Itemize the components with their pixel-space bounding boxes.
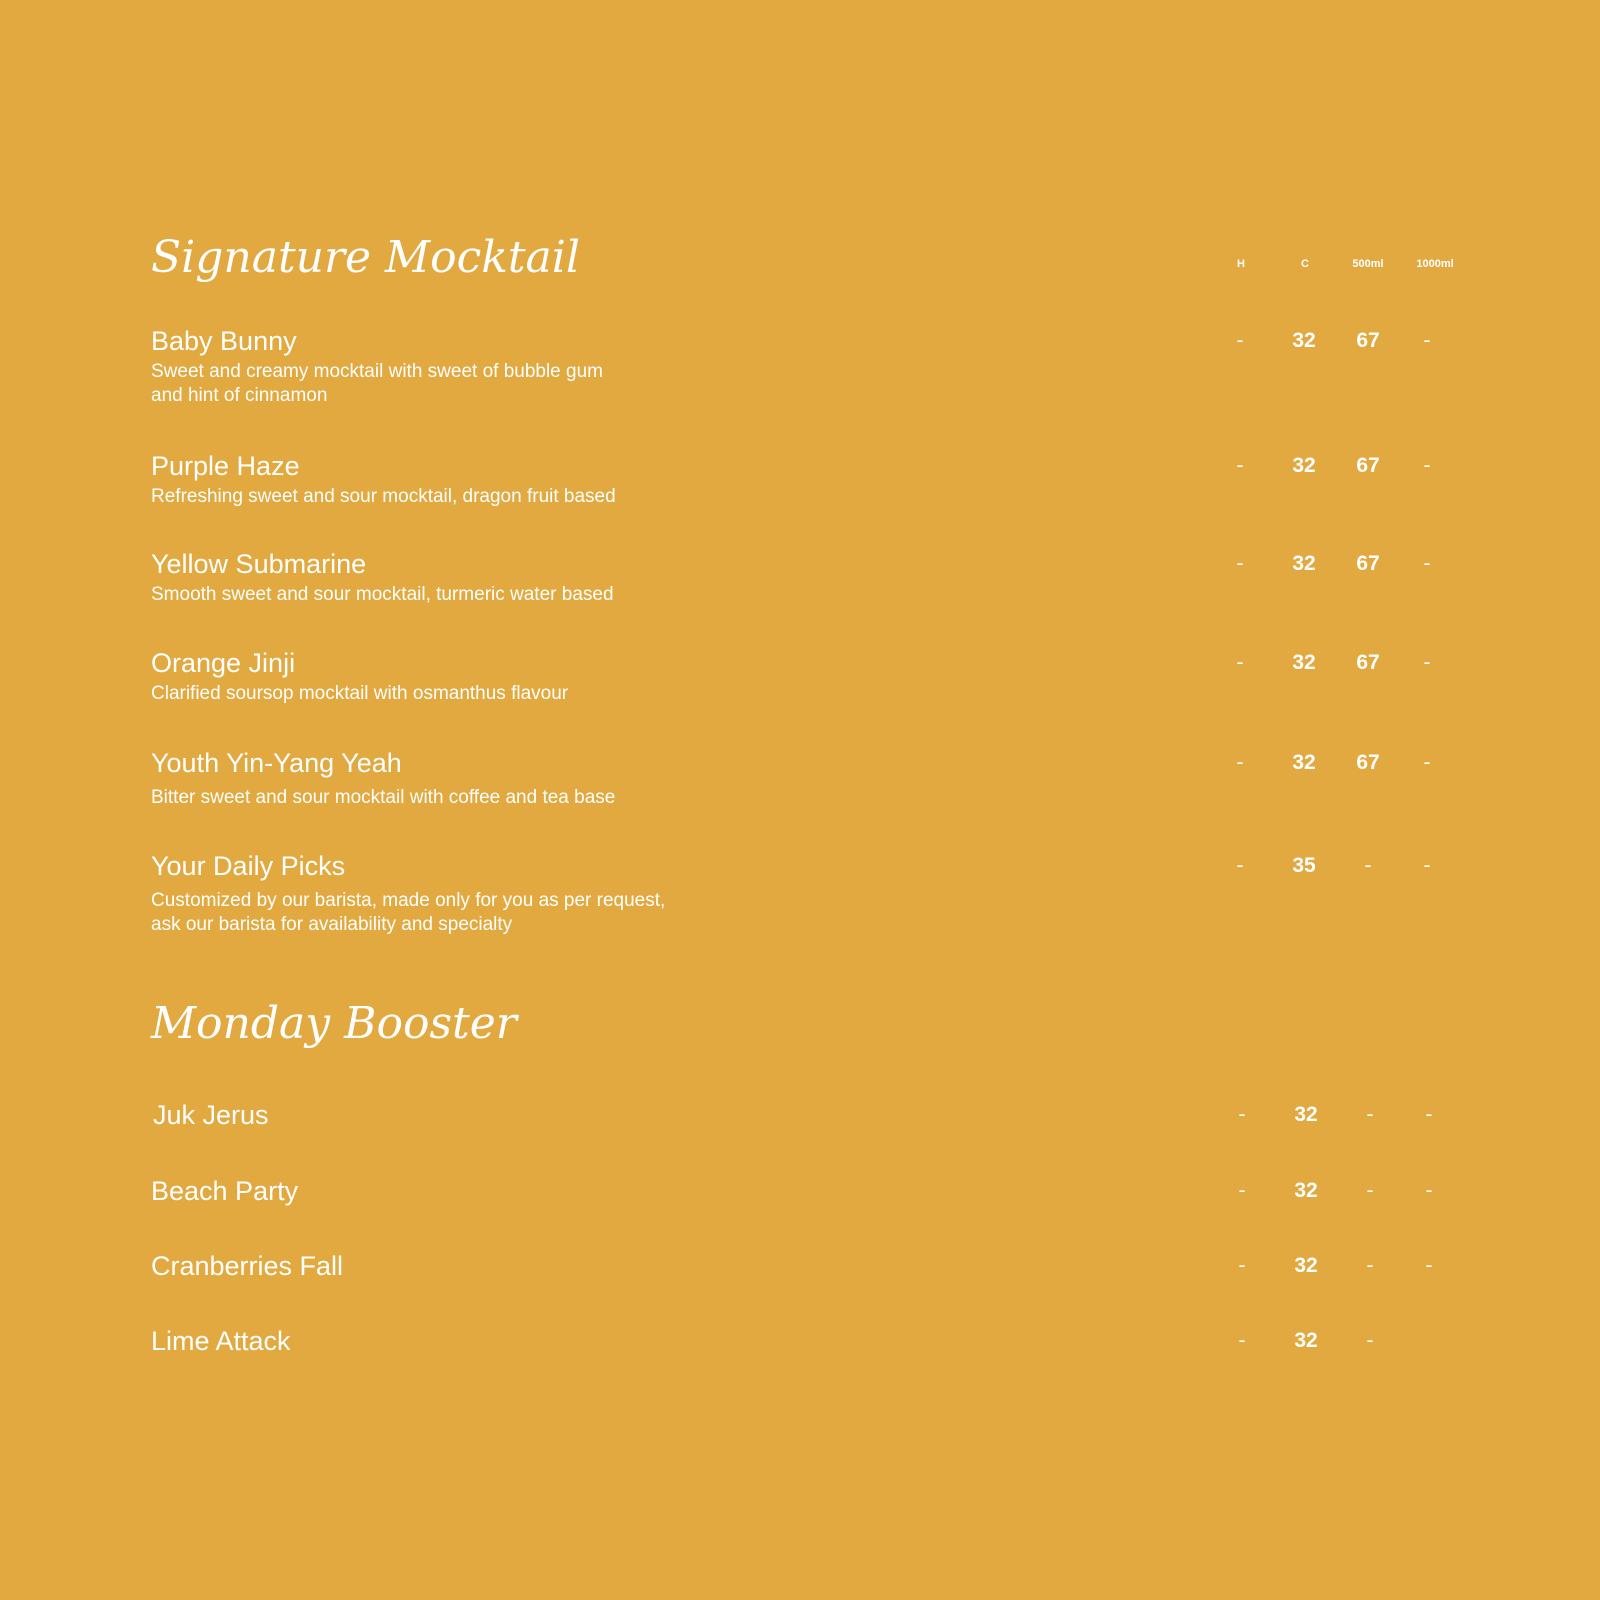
price-1000ml: - — [1423, 854, 1431, 877]
price-1000ml: - — [1425, 1103, 1433, 1126]
column-header-hot: H — [1237, 258, 1245, 270]
price-cold: 32 — [1294, 1179, 1318, 1202]
price-1000ml: - — [1425, 1254, 1433, 1277]
price-1000ml: - — [1425, 1179, 1433, 1202]
section-title-monday-booster: Monday Booster — [151, 998, 517, 1049]
price-hot: - — [1238, 1329, 1246, 1352]
price-cold: 32 — [1292, 651, 1316, 674]
item-name: Orange Jinji — [151, 648, 296, 678]
price-500ml: - — [1366, 1254, 1374, 1277]
price-1000ml: - — [1423, 651, 1431, 674]
item-name: Purple Haze — [151, 451, 300, 481]
price-hot: - — [1236, 651, 1244, 674]
item-description: Smooth sweet and sour mocktail, turmeric water based — [151, 584, 614, 605]
price-cold: 32 — [1292, 329, 1316, 352]
menu-item-juk-jerus — [151, 1099, 1451, 1131]
menu-item-beach-party — [151, 1175, 1451, 1207]
price-500ml: 67 — [1356, 454, 1380, 477]
price-1000ml: - — [1423, 329, 1431, 352]
price-hot: - — [1238, 1103, 1246, 1126]
item-name: Youth Yin-Yang Yeah — [151, 748, 402, 778]
menu-item-purple-haze — [151, 450, 1451, 509]
item-name: Juk Jerus — [153, 1100, 269, 1130]
item-name: Yellow Submarine — [151, 549, 367, 579]
price-1000ml: - — [1423, 751, 1431, 774]
item-description: Sweet and creamy mocktail with sweet of bubble gum and hint of cinnamon — [151, 361, 603, 406]
item-description: Customized by our barista, made only for you as per request, ask our barista for availability and specialty — [151, 890, 666, 935]
price-cold: 32 — [1294, 1329, 1318, 1352]
item-name: Your Daily Picks — [151, 851, 346, 881]
column-header-500ml: 500ml — [1352, 258, 1384, 270]
price-hot: - — [1236, 751, 1244, 774]
price-hot: - — [1238, 1254, 1246, 1277]
menu-item-your-daily-picks — [151, 850, 1451, 937]
section-title-signature-mocktail: Signature Mocktail — [151, 232, 580, 283]
item-description: Bitter sweet and sour mocktail with coffee and tea base — [151, 787, 616, 808]
menu-item-cranberries-fall — [151, 1250, 1451, 1282]
price-cold: 32 — [1292, 751, 1316, 774]
price-hot: - — [1236, 854, 1244, 877]
item-name: Beach Party — [151, 1176, 299, 1206]
menu-item-youth-yin-yang-yeah — [151, 747, 1451, 810]
price-500ml: - — [1364, 854, 1372, 877]
price-hot: - — [1236, 552, 1244, 575]
price-500ml: - — [1366, 1103, 1374, 1126]
menu-item-yellow-submarine — [151, 548, 1451, 607]
menu-item-baby-bunny — [151, 325, 1451, 408]
item-description: Clarified soursop mocktail with osmanthus flavour — [151, 683, 569, 704]
price-hot: - — [1236, 329, 1244, 352]
price-cold: 32 — [1294, 1254, 1318, 1277]
price-500ml: 67 — [1356, 329, 1380, 352]
price-cold: 32 — [1292, 552, 1316, 575]
price-1000ml: - — [1423, 552, 1431, 575]
price-cold: 35 — [1292, 854, 1316, 877]
price-cold: 32 — [1294, 1103, 1318, 1126]
item-name: Cranberries Fall — [151, 1251, 344, 1281]
column-header-cold: C — [1301, 258, 1309, 270]
column-header-1000ml: 1000ml — [1416, 258, 1454, 270]
menu-item-orange-jinji — [151, 647, 1451, 706]
price-cold: 32 — [1292, 454, 1316, 477]
price-hot: - — [1238, 1179, 1246, 1202]
menu-item-lime-attack — [151, 1325, 1451, 1357]
price-hot: - — [1236, 454, 1244, 477]
item-description: Refreshing sweet and sour mocktail, dragon fruit based — [151, 486, 616, 507]
price-1000ml: - — [1423, 454, 1431, 477]
price-500ml: - — [1366, 1329, 1374, 1352]
price-500ml: - — [1366, 1179, 1374, 1202]
price-500ml: 67 — [1356, 751, 1380, 774]
item-name: Baby Bunny — [151, 326, 297, 356]
item-name: Lime Attack — [151, 1326, 291, 1356]
price-500ml: 67 — [1356, 552, 1380, 575]
price-500ml: 67 — [1356, 651, 1380, 674]
